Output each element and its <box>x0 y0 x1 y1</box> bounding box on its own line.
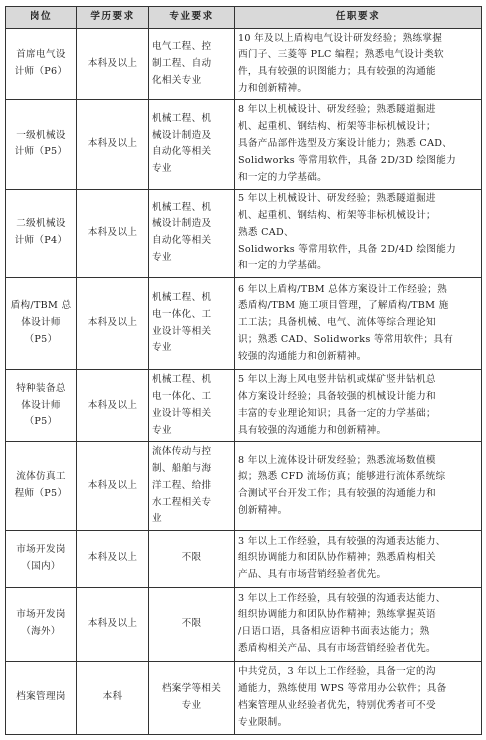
position-cell: 首席电气设 计师（P6） <box>6 29 77 100</box>
major-cell: 机械工程、机 电一体化、工 业设计等相关 专业 <box>149 370 235 442</box>
education-cell: 本科及以上 <box>77 370 149 442</box>
header-position: 岗位 <box>6 7 77 29</box>
major-cell: 机械工程、机 械设计制造及 自动化等相关 专业 <box>149 100 235 189</box>
education-cell: 本科及以上 <box>77 100 149 189</box>
header-requirements: 任职要求 <box>235 7 482 29</box>
education-cell: 本科及以上 <box>77 587 149 661</box>
major-cell: 不限 <box>149 530 235 587</box>
education-cell: 本科及以上 <box>77 29 149 100</box>
table-header-row <box>6 7 482 29</box>
table-row <box>6 661 482 734</box>
requirements-cell: 5 年以上机械设计、研发经验；熟悉隧道掘进 机、起重机、钢结构、桁架等非标机械设计； 熟悉 CAD、 Solidworks 等常用软件，具备 2D/4D 绘图能力 和一定的力学基础。 <box>235 189 482 277</box>
table-row <box>6 29 482 100</box>
position-cell: 特种装备总 体设计师 （P5） <box>6 370 77 442</box>
table-row <box>6 189 482 277</box>
requirements-cell: 6 年以上盾构/TBM 总体方案设计工作经验；熟 悉盾构/TBM 施工项目管理，了解盾构/TBM 施 工工法；具备机械、电气、流体等综合理论知 识；熟悉 CAD、Solidworks 等常用软件；具有 较强的沟通能力和创新精神。 <box>235 277 482 369</box>
position-cell: 二级机械设 计师（P4） <box>6 189 77 277</box>
requirements-cell: 10 年及以上盾构电气设计研发经验；熟练掌握 西门子、三菱等 PLC 编程；熟悉电气设计类软 件，具有较强的识图能力；具有较强的沟通能 力和创新精神。 <box>235 29 482 100</box>
major-cell: 流体传动与控 制、船舶与海 洋工程、给排 水工程相关专 业 <box>149 442 235 530</box>
requirements-cell: 8 年以上机械设计、研发经验；熟悉隧道掘进 机、起重机、钢结构、桁架等非标机械设计； 具备产品部件选型及方案设计能力；熟悉 CAD、 Solidworks 等常用软件，具备 2D/3D 绘图能力 和一定的力学基础。 <box>235 100 482 189</box>
education-cell: 本科及以上 <box>77 277 149 369</box>
major-cell: 不限 <box>149 587 235 661</box>
major-cell: 电气工程、控 制工程、自动 化相关专业 <box>149 29 235 100</box>
education-cell: 本科及以上 <box>77 189 149 277</box>
requirements-cell: 3 年以上工作经验，具有较强的沟通表达能力、 组织协调能力和团队协作精神；熟练掌握英语 /日语口语，具备相应语种书面表达能力；熟 悉盾构相关产品、具有市场营销经验者优先。 <box>235 587 482 661</box>
table-row <box>6 277 482 369</box>
requirements-cell: 中共党员，3 年以上工作经验，具备一定的沟 通能力，熟练使用 WPS 等常用办公软件；具备 档案管理从业经验者优先，特别优秀者可不受 专业限制。 <box>235 661 482 734</box>
position-cell: 市场开发岗 （海外） <box>6 587 77 661</box>
job-requirements-table <box>5 6 482 735</box>
position-cell: 流体仿真工 程师（P5） <box>6 442 77 530</box>
header-education: 学历要求 <box>77 7 149 29</box>
education-cell: 本科及以上 <box>77 530 149 587</box>
table-row <box>6 587 482 661</box>
education-cell: 本科 <box>77 661 149 734</box>
major-cell: 机械工程、机 械设计制造及 自动化等相关 专业 <box>149 189 235 277</box>
table-row <box>6 100 482 189</box>
requirements-cell: 5 年以上海上风电竖井钻机或煤矿竖井钻机总 体方案设计经验；具备较强的机械设计能力和 丰富的专业理论知识；具备一定的力学基础； 具有较强的沟通能力和创新精神。 <box>235 370 482 442</box>
header-major: 专业要求 <box>149 7 235 29</box>
position-cell: 一级机械设 计师（P5） <box>6 100 77 189</box>
table-row <box>6 442 482 530</box>
table-row <box>6 530 482 587</box>
table-row <box>6 370 482 442</box>
position-cell: 盾构/TBM 总 体设计师 （P5） <box>6 277 77 369</box>
position-cell: 档案管理岗 <box>6 661 77 734</box>
major-cell: 档案学等相关 专业 <box>149 661 235 734</box>
position-cell: 市场开发岗 （国内） <box>6 530 77 587</box>
major-cell: 机械工程、机 电一体化、工 业设计等相关 专业 <box>149 277 235 369</box>
requirements-cell: 3 年以上工作经验，具有较强的沟通表达能力、 组织协调能力和团队协作精神；熟悉盾构相关 产品、具有市场营销经验者优先。 <box>235 530 482 587</box>
education-cell: 本科及以上 <box>77 442 149 530</box>
requirements-cell: 8 年以上流体设计研发经验；熟悉流场数值模 拟；熟悉 CFD 流场仿真；能够进行流体系统综 合测试平台开发工作；具有较强的沟通能力和 创新精神。 <box>235 442 482 530</box>
